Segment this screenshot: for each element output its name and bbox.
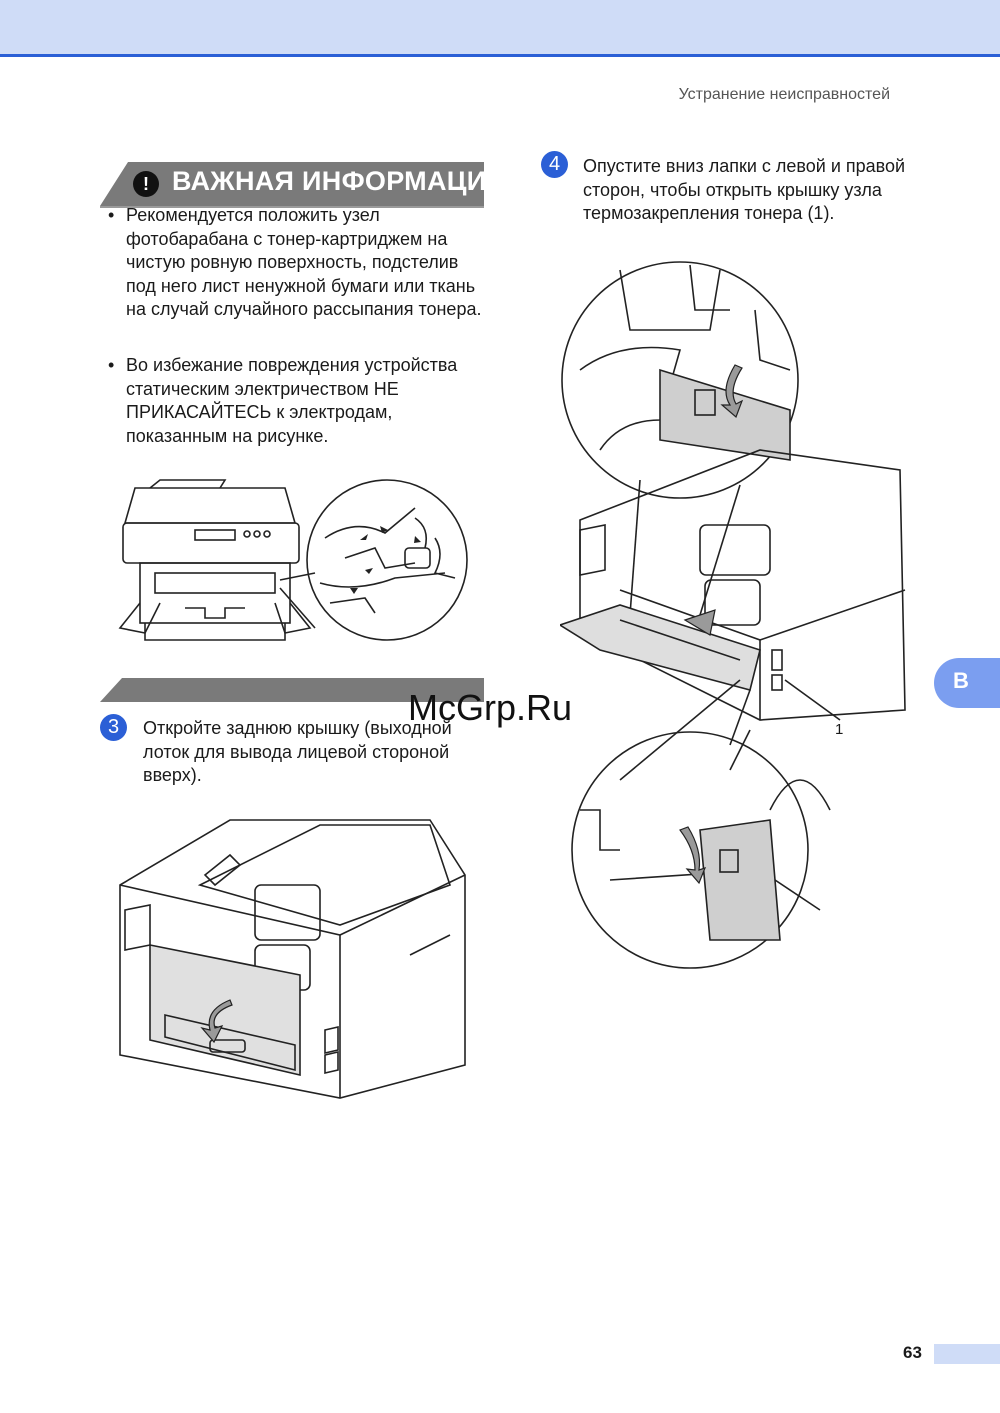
page-number: 63: [903, 1343, 922, 1362]
figure-fuser-levers: [560, 250, 910, 980]
exclamation-icon: !: [133, 171, 159, 197]
bullet-text: Во избежание повреждения устройства статическим электричеством НЕ ПРИКАСАЙТЕСЬ к электродам, показанным на рисунке.: [126, 355, 458, 446]
section-title: Устранение неисправностей: [678, 86, 890, 103]
step-number-4: 4: [541, 151, 568, 178]
list-item: [108, 354, 483, 448]
chapter-tab-label: B: [953, 668, 969, 693]
bullet-glyph: •: [108, 355, 115, 375]
header-band: [0, 0, 1000, 54]
figure-electrodes: [115, 478, 475, 646]
chapter-tab: [934, 658, 1000, 708]
figure-open-back-cover: [110, 815, 470, 1100]
footer-bar: [934, 1344, 1000, 1364]
step-3-text: Откройте заднюю крышку (выходной лоток для вывода лицевой стороной вверх).: [143, 718, 452, 785]
watermark: McGrp.Ru: [408, 687, 573, 728]
header-rule: [0, 54, 1000, 57]
step-number-3: 3: [100, 714, 127, 741]
callout-label: 1: [835, 721, 844, 738]
important-title: ВАЖНАЯ ИНФОРМАЦИЯ: [172, 166, 507, 196]
bullet-glyph: •: [108, 205, 115, 225]
step-4-text: Опустите вниз лапки с левой и правой сторон, чтобы открыть крышку узла термозакрепления тонера (1).: [583, 156, 906, 223]
bullet-text: Рекомендуется положить узел фотобарабана с тонер-картриджем на чистую ровную поверхность, подстелив под него лист ненужной бумаги или ткань на случай случайного рассыпания тонера.: [126, 205, 482, 319]
list-item: [108, 204, 483, 322]
